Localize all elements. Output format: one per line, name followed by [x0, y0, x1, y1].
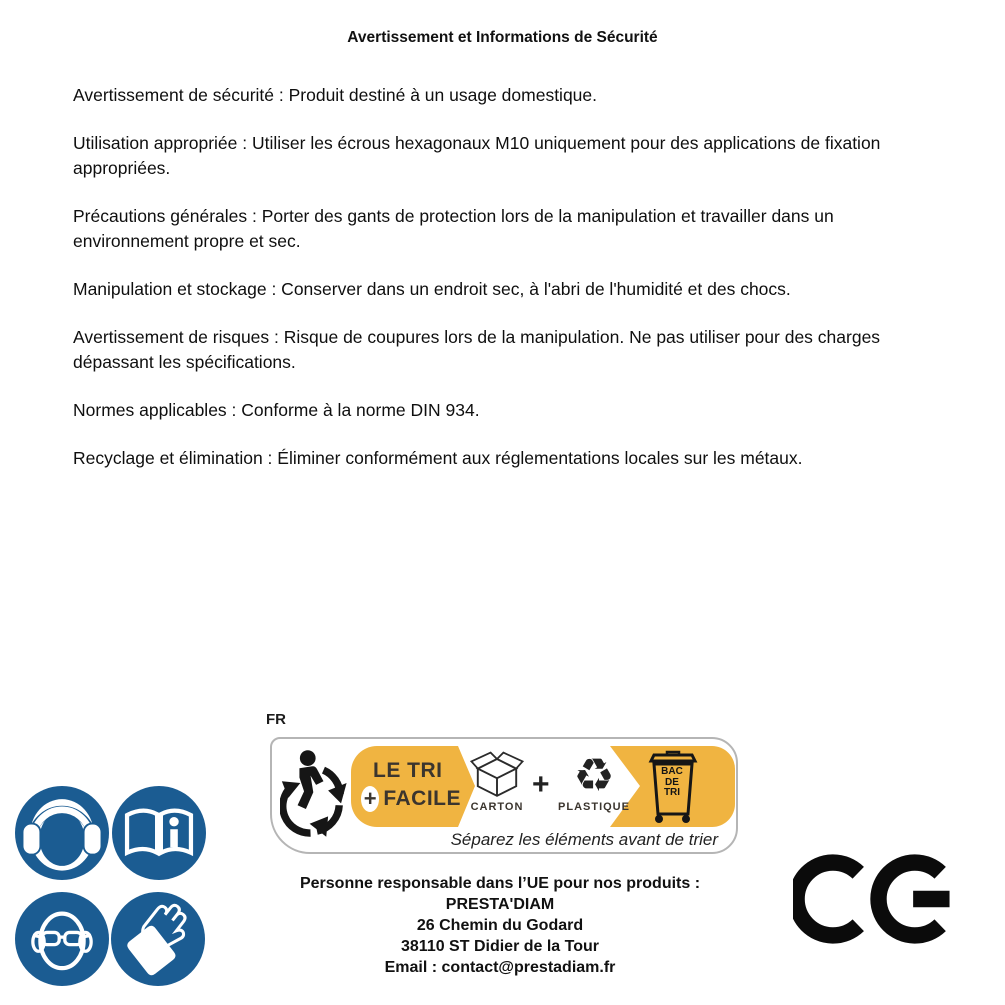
recycling-band — [351, 746, 735, 827]
safety-paragraphs — [73, 83, 935, 494]
wear-ear-protection-icon — [15, 786, 109, 880]
sorting-bin — [644, 750, 700, 824]
address-city: 38110 ST Didier de la Tour — [401, 938, 599, 955]
paragraph-applicable-standards: Normes applicables : Conforme à la norme DIN 934. — [73, 400, 480, 420]
material-carton — [454, 750, 540, 813]
triman-icon — [280, 747, 354, 845]
bin-label: BAC DE TRI — [661, 766, 683, 798]
material-plastique — [551, 750, 637, 813]
materials-plus-sign: + — [532, 768, 550, 801]
read-instruction-manual-icon — [112, 786, 206, 880]
material-plastique-label: PLASTIQUE — [558, 801, 630, 813]
page-title: Avertissement et Informations de Sécurité — [347, 29, 658, 46]
gloves-glyph — [111, 892, 205, 986]
paragraph-general-precautions: Précautions générales : Porter des gants de protection lors de la manipulation et travailler dans un environnement propre et sec. — [73, 206, 834, 251]
address-street: 26 Chemin du Godard — [416, 917, 584, 934]
paragraph-safety-warning: Avertissement de sécurité : Produit destiné à un usage domestique. — [73, 85, 598, 105]
carton-box-icon — [466, 751, 528, 799]
ce-mark-icon — [793, 843, 955, 955]
plastic-recycling-icon: ♻ — [573, 749, 615, 801]
paragraph-handling-storage: Manipulation et stockage : Conserver dans un endroit sec, à l'abri de l'humidité et des chocs. — [73, 279, 791, 299]
headline-line2: FACILE — [383, 787, 461, 810]
company-name: PRESTA'DIAM — [445, 896, 555, 913]
ear-protection-glyph — [15, 786, 109, 880]
responsible-person-block — [255, 873, 745, 978]
le-tri-facile-headline — [361, 759, 461, 812]
material-carton-label: CARTON — [470, 801, 524, 813]
headline-line1: LE TRI — [373, 759, 443, 782]
paragraph-appropriate-use: Utilisation appropriée : Utiliser les écrous hexagonaux M10 uniquement pour des applications de fixation appropriées. — [73, 133, 881, 178]
plus-circle-icon: + — [361, 786, 379, 812]
sorting-footnote: Séparez les éléments avant de trier — [450, 830, 718, 849]
responsible-intro-line: Personne responsable dans l’UE pour nos produits : — [299, 875, 701, 892]
paragraph-recycling-disposal: Recyclage et élimination : Éliminer conformément aux réglementations locales sur les métaux. — [73, 448, 803, 468]
manual-book-glyph — [112, 786, 206, 880]
eye-protection-glyph — [15, 892, 109, 986]
wear-protective-gloves-icon — [111, 892, 205, 986]
info-tri-recycling-label — [270, 737, 738, 854]
country-code-label: FR — [266, 711, 286, 728]
wear-eye-protection-icon — [15, 892, 109, 986]
contact-email: Email : contact@prestadiam.fr — [384, 959, 616, 976]
paragraph-risk-warning: Avertissement de risques : Risque de coupures lors de la manipulation. Ne pas utiliser pour des charges dépassant les spécifications. — [73, 327, 881, 372]
